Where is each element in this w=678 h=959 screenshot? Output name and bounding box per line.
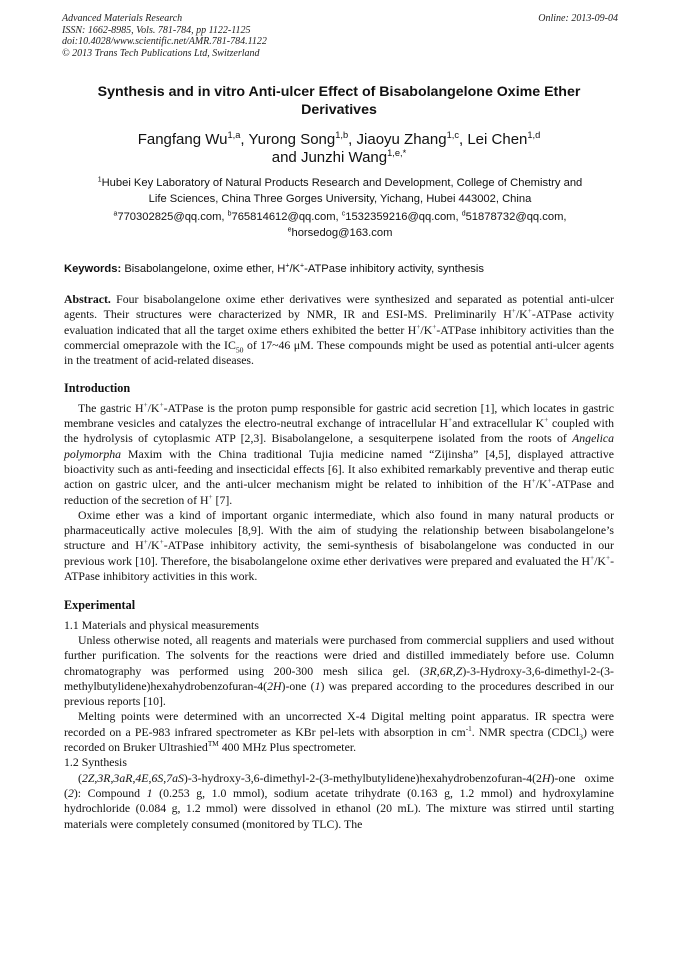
stereo-descriptor: 4E [135, 770, 149, 785]
email-mark: b [227, 210, 232, 218]
title-line-2: Derivatives [301, 102, 377, 118]
stereo-descriptor: 3R [97, 770, 111, 785]
experimental-paragraph-1 [64, 633, 614, 709]
compound-number: 1 [314, 678, 321, 693]
trademark-superscript: TM [207, 739, 219, 749]
stereo-descriptor: 2Z [81, 770, 95, 785]
superscript: + [300, 262, 305, 270]
author-affil-mark: 1,c [446, 130, 459, 140]
superscript: + [416, 321, 421, 331]
paragraph-text: coupled with the hydrolysis of cytoplasmic ATP [2,3]. Bisabolangelone, a sesquiterpene isolated from the roots of [64, 416, 615, 446]
section-heading-introduction: Introduction [64, 381, 131, 396]
journal-doi: doi:10.4028/www.scientific.net/AMR.781-784.1122 [62, 36, 267, 48]
paragraph-text: )-3-hydroxy-3,6-dimethyl-2-(3-methylbutylidene)hexahydrobenzofuran-4(2 [183, 770, 542, 785]
stereo-descriptor: 2H [267, 678, 282, 693]
compound-number: 1 [146, 785, 153, 800]
abstract-text: of 17~46 μM. These compounds might be used as potential anti-ulcer agents in the treatment of acid-related diseases. [64, 337, 614, 368]
superscript: + [432, 321, 437, 331]
subscript: 3 [579, 732, 583, 742]
journal-issn: ISSN: 1662-8985, Vols. 781-784, pp 1122-1125 [62, 24, 251, 36]
keywords-text: -ATPase inhibitory activity, synthesis [304, 263, 484, 275]
author-line-1: Fangfang Wu$^{1,a}$, Yurong Song$^{1,b}$, Jiaoyu Zhang$^{1,c}$, Lei Chen$^{1,d}$ [137, 130, 541, 148]
superscript: -1 [465, 723, 472, 733]
paragraph-text: /K [594, 553, 606, 568]
author-name: Yurong Song [248, 131, 336, 148]
author-affil-mark: 1,b [335, 130, 349, 140]
email-e[interactable]: horsedog@163.com [291, 226, 393, 239]
paragraph-text: . NMR spectra (CDCl [471, 724, 580, 739]
superscript: + [531, 476, 536, 486]
paragraph-text: ) was prepared according to the procedures described in our previous reports [10]. [64, 678, 614, 709]
paragraph-text: -ATPase is the proton pump responsible for gastric acid secretion [1], which locates in gastric membrane vesicles and catalyzes the electro-neutral exchange of intracellular H [64, 400, 614, 431]
compound-number: 2 [67, 785, 74, 800]
title-line-1: Synthesis and in vitro Anti-ulcer Effect of Bisabolangelone Oxime Ether [97, 84, 581, 100]
author-list [60, 131, 618, 167]
experimental-paragraph-2 [64, 709, 614, 755]
affiliation-mark: 1 [97, 176, 102, 184]
email-a[interactable]: 770302825@qq.com [117, 211, 222, 223]
paragraph-text: /K [147, 538, 160, 553]
paragraph-text: )-one oxime ( [64, 770, 614, 800]
subscript: 50 [235, 345, 244, 355]
superscript: + [511, 306, 516, 316]
affiliation-text: Hubei Key Laboratory of Natural Products Research and Development, College of Chemistry and [101, 177, 583, 189]
email-mark: c [341, 210, 346, 218]
author-emails [62, 210, 618, 241]
paragraph-text: Unless otherwise noted, all reagents and materials were purchased from commercial suppliers and used without further purification. The solvents for the reactions were dried and distilled immediately before use. Column chromatography was performed using 200-300 mesh silica gel. ( [64, 632, 614, 678]
paper-body [64, 292, 614, 832]
superscript: + [527, 306, 532, 316]
keywords-text: /K [289, 263, 301, 275]
online-date: Online: 2013-09-04 [538, 13, 618, 24]
paragraph-text: -ATPase inhibitory activities in this work. [64, 553, 614, 584]
affiliation [62, 176, 618, 207]
author-name: Junzhi Wang [300, 149, 388, 166]
paper-title [60, 83, 618, 119]
superscript: + [590, 552, 595, 562]
email-line-1: $^a$770302825@qq.com, $^b$765814612@qq.com, $^c$1532359216@qq.com, $^d$51878732@qq.com, [113, 210, 567, 223]
superscript: + [143, 537, 148, 547]
journal-header [62, 13, 618, 59]
experimental-paragraph-3 [64, 771, 614, 832]
abstract-text: -ATPase inhibitory activities than the commercial omeprazole with the IC [64, 322, 615, 352]
paragraph-text: , [148, 770, 152, 785]
author-name: Jiaoyu Zhang [356, 131, 447, 148]
superscript: + [159, 399, 164, 409]
stereo-descriptor: 7aS [166, 770, 184, 785]
email-b[interactable]: 765814612@qq.com [231, 211, 336, 223]
superscript: + [547, 476, 552, 486]
abstract-text: /K [420, 322, 433, 337]
author-name: Fangfang Wu [137, 131, 228, 148]
paragraph-text: , [110, 770, 114, 785]
section-heading-experimental: Experimental [64, 598, 136, 613]
paragraph-text: (0.253 g, 1.0 mmol), sodium acetate trihydrate (0.163 g, 1.2 mmol) and hydroxylamine hydrochloride (0.084 g, 1.2 mmol) were dissolved in ethanol (20 mL). The mixture was stirred until starting materials were completely consumed (monitored by TLC). The [64, 785, 614, 831]
stereo-descriptor: 6R [439, 663, 453, 678]
paragraph-text: )-one ( [281, 678, 315, 693]
subsection-heading-1-1: 1.1 Materials and physical measurements [64, 617, 259, 632]
stereo-descriptor: 3aR [113, 770, 133, 785]
superscript: + [285, 262, 290, 270]
abstract-text: Four bisabolangelone oxime ether derivatives were synthesized and separated as potential anti-ulcer agents. Their structures were characterized by NMR, IR and ESI-MS. Preliminarily H [64, 292, 614, 322]
abstract [64, 292, 614, 368]
subsection-heading-1-2: 1.2 Synthesis [64, 755, 127, 770]
intro-paragraph-1 [64, 401, 614, 508]
paragraph-text: , [452, 663, 456, 678]
superscript: + [143, 399, 148, 409]
keywords-text: Bisabolangelone, oxime ether, H [124, 263, 286, 275]
superscript: + [605, 552, 611, 562]
superscript: + [208, 491, 213, 501]
paragraph-text: , [132, 770, 136, 785]
species-name: Angelica polymorpha [64, 431, 614, 461]
paragraph-text: -ATPase and reduction of the secretion of H [64, 477, 614, 507]
paragraph-text: /K [535, 477, 548, 492]
keywords [64, 262, 620, 276]
email-line-2 [62, 226, 618, 242]
author-name: Lei Chen [467, 131, 528, 148]
paragraph-text: Maxim with the China traditional Tujia medicine named “Zijinsha” [4,5], displayed attractive bioactivity such as anti-feeding and insecticidal effects [6]. It also exhibited remarkably preventive and therap eutic action on gastric ulcer, and the anti-ulcer mechanism might be related to inhibition of the H [64, 446, 614, 492]
affiliation-line-2: Life Sciences, China Three Gorges University, Yichang, Hubei 443002, China [148, 192, 532, 205]
superscript: + [544, 415, 549, 425]
affiliation-line-1 [62, 176, 618, 192]
paragraph-text: , [94, 770, 98, 785]
paragraph-text: [7]. [212, 492, 233, 507]
email-mark: a [113, 210, 118, 218]
paragraph-text: Oxime ether was a kind of important organic intermediate, which also found in many natural products or pharmaceutically active molecules [8,9]. With the aim of studying the relationship between bisabolangelone’s structure and H [64, 507, 614, 553]
email-mark: e [287, 225, 292, 233]
paragraph-text: The gastric H [78, 400, 144, 415]
paragraph-text: /K [147, 400, 160, 415]
abstract-label: Abstract. [64, 292, 111, 306]
keywords-label: Keywords: [64, 263, 122, 275]
superscript: + [159, 537, 164, 547]
paragraph-text: ) were recorded on Bruker Ultrashied [64, 724, 614, 755]
stereo-descriptor: Z [455, 663, 463, 678]
email-mark: d [461, 210, 466, 218]
abstract-text: -ATPase activity evaluation indicated that all the target oxime ethers exhibited the better H [64, 307, 614, 337]
paragraph-text: ( [78, 770, 82, 785]
paragraph-text: Melting points were determined with an uncorrected X-4 Digital melting point apparatus. IR spectra were recorded on a PE-983 infrared spectrometer as KBr pel-lets with absorption in cm [64, 709, 614, 739]
author-conjunction: and [271, 149, 297, 166]
email-c[interactable]: 1532359216@qq.com [345, 211, 456, 223]
superscript: + [448, 415, 453, 425]
paragraph-text: -ATPase inhibitory activity, the semi-synthesis of bisabolangelone was conducted in our previous work [10]. Therefore, the bisabolangelone oxime ether derivatives were prepared and evaluated the H [64, 538, 614, 568]
stereo-descriptor: 3R [423, 663, 437, 678]
email-d[interactable]: 51878732@qq.com [465, 211, 564, 223]
author-affil-mark: 1,e,* [387, 148, 407, 158]
intro-paragraph-2 [64, 508, 614, 584]
author-affil-mark: 1,a [227, 130, 241, 140]
paragraph-text: 400 MHz Plus spectrometer. [218, 740, 357, 755]
paragraph-text: )-3-Hydroxy-3,6-dimethyl-2-(3-methylbutylidene)hexahydrobenzofuran-4( [64, 663, 614, 693]
journal-copyright: © 2013 Trans Tech Publications Ltd, Switzerland [62, 47, 260, 59]
paragraph-text: ): Compound [73, 785, 147, 800]
paragraph-text: and extracellular K [452, 416, 545, 431]
stereo-descriptor: H [541, 770, 551, 785]
stereo-descriptor: 6S [151, 770, 164, 785]
author-line-2 [60, 149, 618, 167]
abstract-text: /K [515, 307, 528, 322]
paragraph-text: , [163, 770, 167, 785]
journal-name: Advanced Materials Research [62, 13, 183, 24]
author-affil-mark: 1,d [527, 130, 541, 140]
paragraph-text: , [436, 663, 440, 678]
